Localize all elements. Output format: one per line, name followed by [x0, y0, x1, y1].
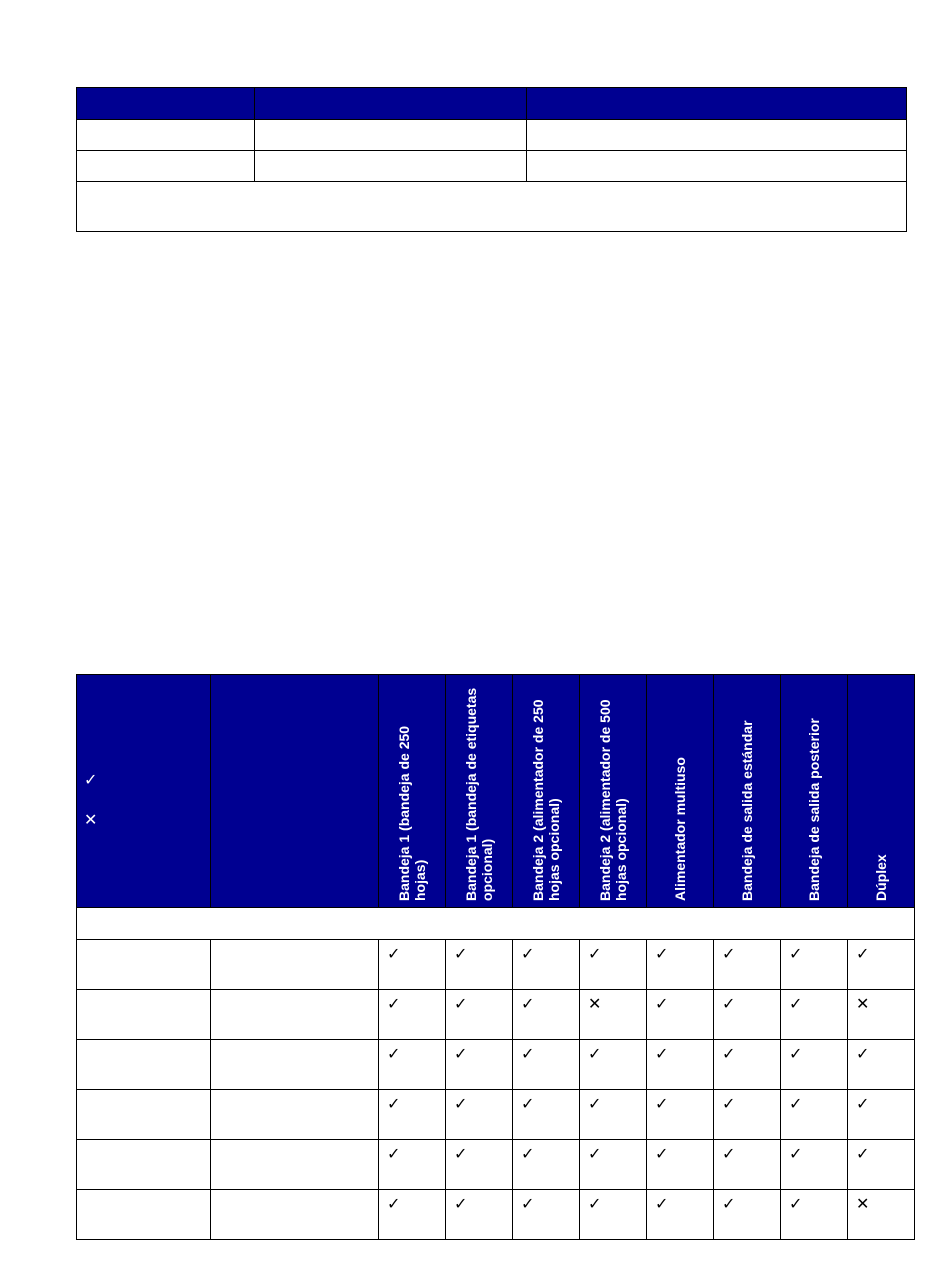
row-label-cell	[77, 1190, 211, 1240]
table-cell	[446, 1040, 513, 1090]
check-icon: ✓	[722, 1194, 736, 1213]
check-icon: ✓	[521, 1194, 535, 1213]
check-icon: ✓	[789, 1144, 803, 1163]
table-cell	[580, 1040, 647, 1090]
table-cell	[446, 990, 513, 1040]
check-icon: ✓	[655, 1044, 669, 1063]
table-cell	[647, 940, 714, 990]
column-header-bandeja1	[379, 675, 446, 908]
check-icon: ✓	[387, 1044, 401, 1063]
check-icon: ✓	[588, 1194, 602, 1213]
table-cell	[379, 1090, 446, 1140]
section-cell	[77, 908, 915, 940]
table-cell	[781, 940, 848, 990]
legend-cell	[77, 675, 211, 908]
table-cell	[255, 151, 527, 182]
table-cell	[446, 1190, 513, 1240]
table-cell	[647, 1040, 714, 1090]
column-header-label: Bandeja de salida posterior	[806, 718, 822, 901]
row-label-cell	[211, 1090, 379, 1140]
check-icon: ✓	[387, 994, 401, 1013]
table-cell	[77, 151, 255, 182]
table-cell	[513, 940, 580, 990]
table-note	[77, 182, 907, 232]
table-cell	[781, 1140, 848, 1190]
check-icon: ✓	[722, 944, 736, 963]
compat-table	[76, 674, 915, 1240]
cross-icon: ✕	[588, 994, 602, 1013]
compat-header-row	[77, 675, 915, 908]
check-icon: ✓	[387, 1194, 401, 1213]
check-icon: ✓	[454, 1194, 468, 1213]
check-icon: ✓	[789, 994, 803, 1013]
top-table-header-cell	[255, 88, 527, 120]
check-icon: ✓	[588, 1144, 602, 1163]
column-header-bandeja2-500	[580, 675, 647, 908]
check-icon: ✓	[454, 1044, 468, 1063]
check-icon: ✓	[454, 944, 468, 963]
check-icon: ✓	[655, 994, 669, 1013]
table-cell	[513, 1190, 580, 1240]
check-icon: ✓	[722, 1144, 736, 1163]
check-icon: ✓	[454, 1094, 468, 1113]
check-icon: ✓	[387, 1094, 401, 1113]
table-cell	[446, 1140, 513, 1190]
table-cell	[714, 1140, 781, 1190]
table-cell	[580, 990, 647, 1040]
check-icon: ✓	[789, 1194, 803, 1213]
table-cell	[647, 1090, 714, 1140]
table-cell	[848, 940, 915, 990]
row-label-cell	[77, 940, 211, 990]
table-cell	[580, 940, 647, 990]
table-cell	[513, 1140, 580, 1190]
table-cell	[714, 990, 781, 1040]
table-cell	[647, 1190, 714, 1240]
cross-icon: ✕	[856, 1194, 870, 1213]
table-cell	[848, 1040, 915, 1090]
top-table-header-cell	[527, 88, 907, 120]
check-icon: ✓	[588, 1094, 602, 1113]
check-icon: ✓	[722, 1094, 736, 1113]
check-icon: ✓	[521, 944, 535, 963]
table-cell	[379, 940, 446, 990]
check-icon: ✓	[856, 1044, 870, 1063]
check-icon: ✓	[722, 1044, 736, 1063]
table-cell	[527, 120, 907, 151]
column-header-salida-posterior	[781, 675, 848, 908]
check-icon: ✓	[856, 1144, 870, 1163]
table-cell	[848, 1090, 915, 1140]
table-cell	[580, 1190, 647, 1240]
table-cell	[513, 1040, 580, 1090]
compat-header-blank	[211, 675, 379, 908]
row-label-cell	[77, 990, 211, 1040]
table-cell	[513, 990, 580, 1040]
table-cell	[379, 1190, 446, 1240]
table-cell	[446, 940, 513, 990]
table-row	[77, 1140, 915, 1190]
table-note-row	[77, 182, 907, 232]
column-header-bandeja1-etiquetas	[446, 675, 513, 908]
column-header-label: Dúplex	[873, 854, 889, 901]
table-cell	[527, 151, 907, 182]
check-icon: ✓	[521, 1144, 535, 1163]
table-cell	[714, 1090, 781, 1140]
top-table	[76, 87, 907, 232]
column-header-bandeja2-250	[513, 675, 580, 908]
table-cell	[848, 990, 915, 1040]
check-icon: ✓	[856, 944, 870, 963]
check-icon: ✓	[789, 944, 803, 963]
table-row	[77, 1040, 915, 1090]
table-cell	[513, 1090, 580, 1140]
table-row	[77, 1090, 915, 1140]
column-header-label: Bandeja de salida estándar	[739, 720, 755, 901]
cross-icon: ✕	[84, 812, 98, 829]
row-label-cell	[77, 1090, 211, 1140]
row-label-cell	[211, 990, 379, 1040]
check-icon: ✓	[655, 1144, 669, 1163]
row-label-cell	[211, 1190, 379, 1240]
row-label-cell	[211, 1140, 379, 1190]
table-cell	[848, 1190, 915, 1240]
legend	[84, 761, 97, 841]
table-cell	[781, 1190, 848, 1240]
column-header-label: Bandeja 2 (alimentador de 250 hojas opcional)	[530, 699, 562, 901]
top-table-header-cell	[77, 88, 255, 120]
check-icon: ✓	[856, 1094, 870, 1113]
check-icon: ✓	[789, 1044, 803, 1063]
table-row	[77, 120, 907, 151]
table-cell	[781, 1040, 848, 1090]
check-icon: ✓	[84, 772, 98, 789]
table-cell	[580, 1140, 647, 1190]
column-header-salida-estandar	[714, 675, 781, 908]
check-icon: ✓	[655, 944, 669, 963]
check-icon: ✓	[387, 944, 401, 963]
top-table-header-row	[77, 88, 907, 120]
column-header-label: Bandeja 1 (bandeja de 250 hojas)	[396, 725, 428, 901]
check-icon: ✓	[588, 1044, 602, 1063]
row-label-cell	[211, 1040, 379, 1090]
table-row	[77, 1190, 915, 1240]
check-icon: ✓	[588, 944, 602, 963]
check-icon: ✓	[387, 1144, 401, 1163]
table-row	[77, 940, 915, 990]
check-icon: ✓	[454, 1144, 468, 1163]
table-cell	[714, 1040, 781, 1090]
table-cell	[714, 1190, 781, 1240]
check-icon: ✓	[521, 1094, 535, 1113]
table-cell	[379, 1140, 446, 1190]
row-label-cell	[77, 1140, 211, 1190]
column-header-label: Alimentador multiuso	[672, 757, 688, 901]
table-cell	[647, 990, 714, 1040]
table-row	[77, 990, 915, 1040]
table-row	[77, 151, 907, 182]
table-cell	[714, 940, 781, 990]
check-icon: ✓	[655, 1094, 669, 1113]
check-icon: ✓	[722, 994, 736, 1013]
table-cell	[781, 990, 848, 1040]
table-cell	[77, 120, 255, 151]
row-label-cell	[77, 1040, 211, 1090]
section-row	[77, 908, 915, 940]
column-header-duplex	[848, 675, 915, 908]
column-header-label: Bandeja 1 (bandeja de etiquetas opcional)	[463, 687, 495, 901]
check-icon: ✓	[521, 994, 535, 1013]
check-icon: ✓	[521, 1044, 535, 1063]
check-icon: ✓	[454, 994, 468, 1013]
check-icon: ✓	[789, 1094, 803, 1113]
table-cell	[848, 1140, 915, 1190]
row-label-cell	[211, 940, 379, 990]
check-icon: ✓	[655, 1194, 669, 1213]
table-cell	[255, 120, 527, 151]
table-cell	[446, 1090, 513, 1140]
table-cell	[647, 1140, 714, 1190]
column-header-multiuso	[647, 675, 714, 908]
table-cell	[781, 1090, 848, 1140]
table-cell	[580, 1090, 647, 1140]
column-header-label: Bandeja 2 (alimentador de 500 hojas opcional)	[597, 699, 629, 901]
table-cell	[379, 990, 446, 1040]
cross-icon: ✕	[856, 994, 870, 1013]
table-cell	[379, 1040, 446, 1090]
